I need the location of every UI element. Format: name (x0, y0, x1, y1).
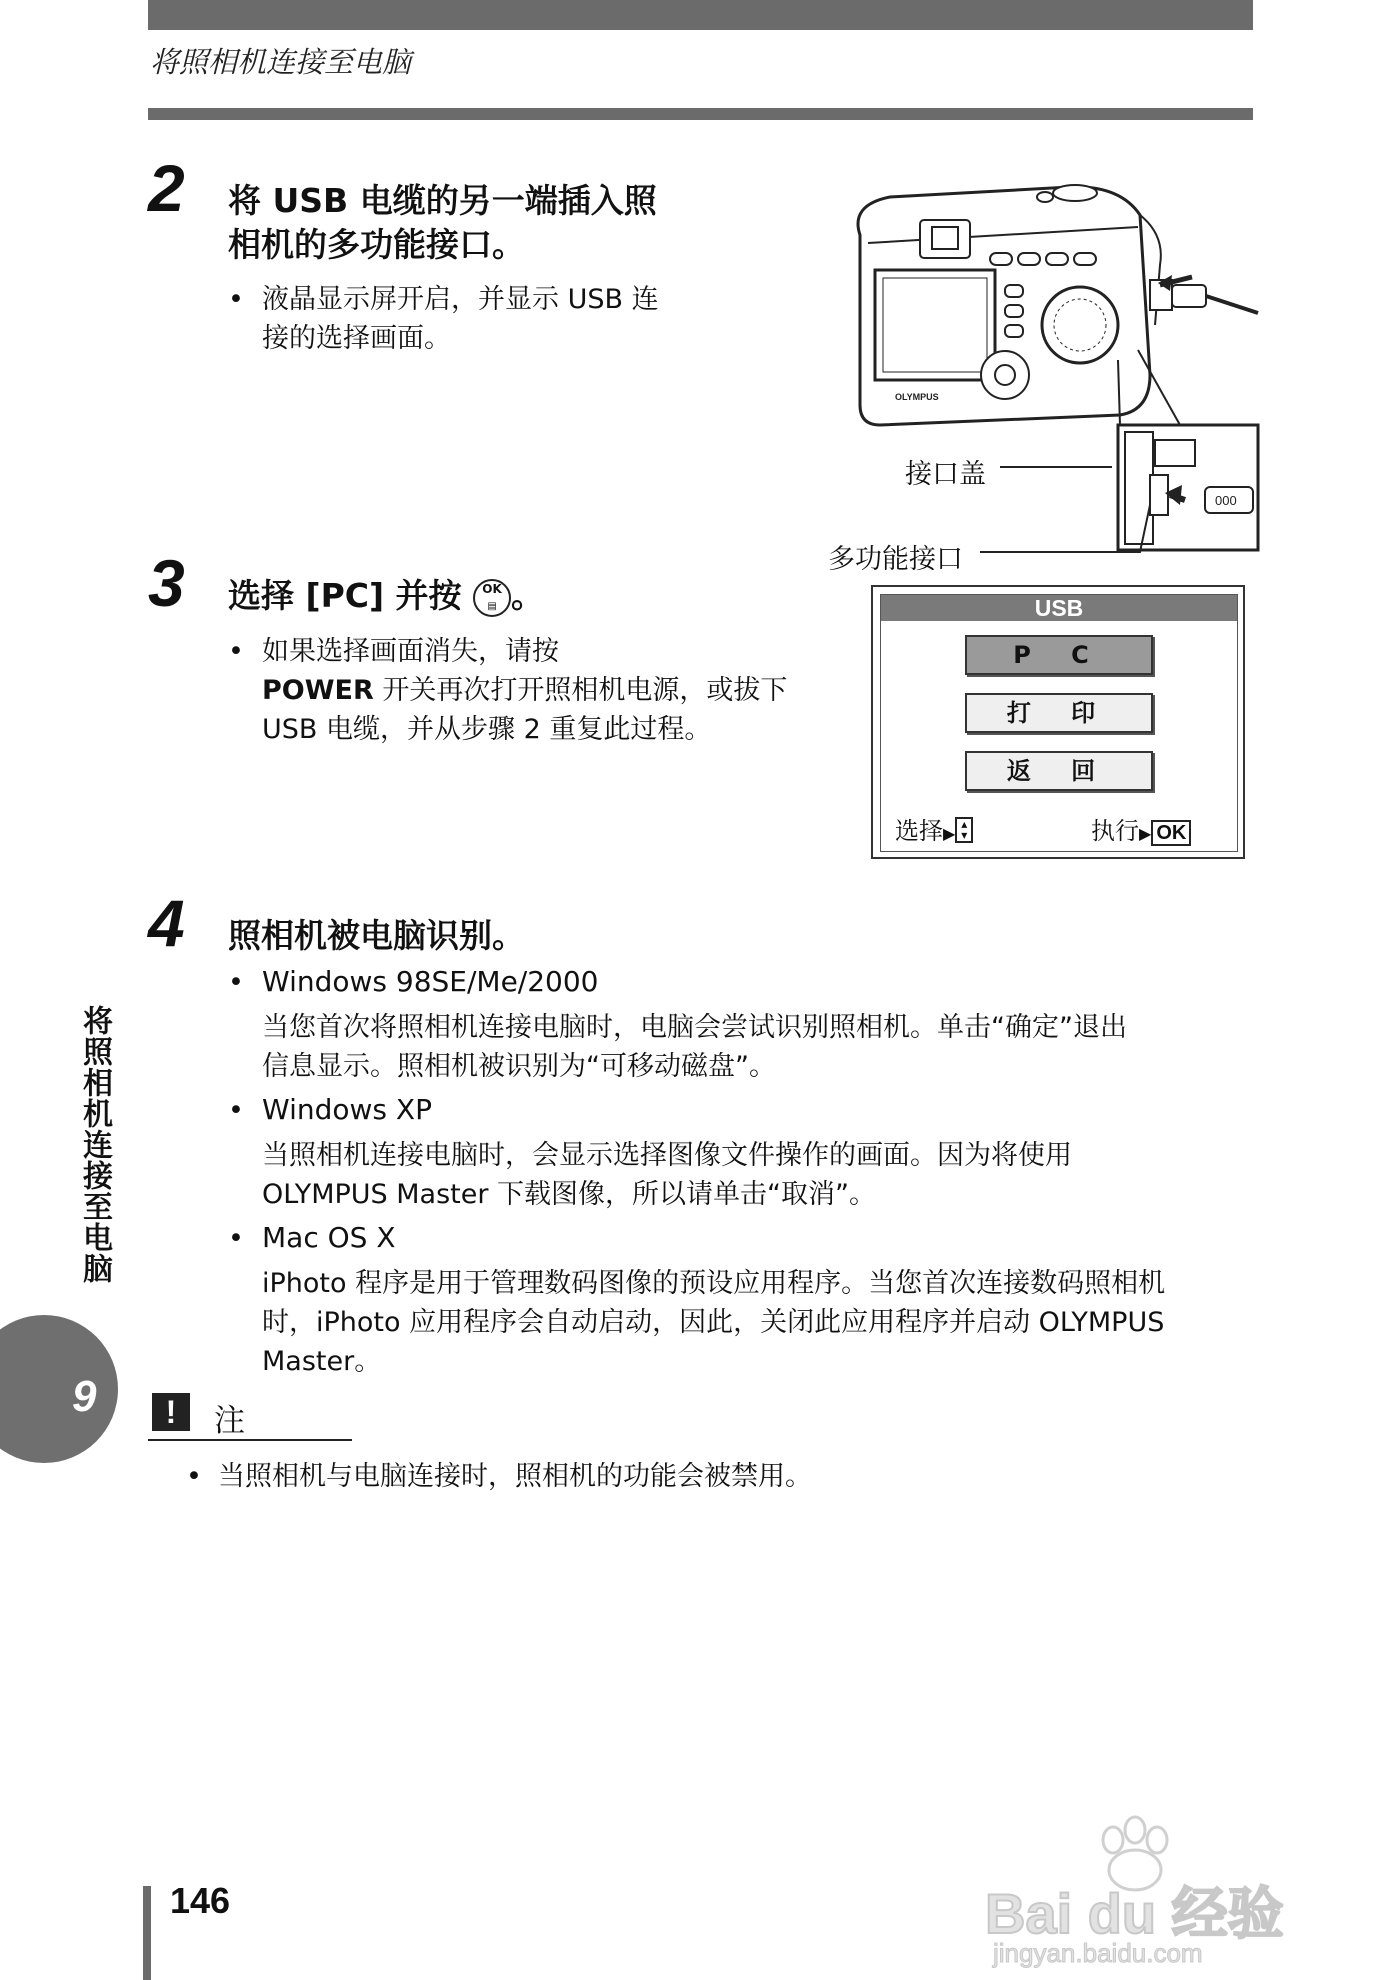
lcd-inner (880, 594, 1238, 852)
arrow-right-icon: ▶ (1139, 824, 1152, 843)
note-text: 当照相机与电脑连接时，照相机的功能会被禁用。 (218, 1461, 812, 1492)
step-2-title-line2: 相机的多功能接口。 (228, 225, 525, 264)
callout-multi-connector: 多功能接口 (828, 544, 963, 575)
bullet-dot: • (228, 967, 244, 998)
caution-icon: ! (152, 1393, 190, 1431)
arrow-right-icon: ▶ (943, 824, 956, 843)
camera-illustration (820, 175, 1260, 565)
header-top-bar (148, 0, 1253, 30)
os-windows-xp-line2: OLYMPUS Master 下载图像，所以请单击“取消”。 (262, 1179, 877, 1210)
menu-option-print[interactable]: 打 印 (965, 693, 1153, 733)
page-number-bar (143, 1886, 151, 1980)
step-2-number: 2 (148, 151, 185, 225)
watermark-text: Bai du 经验 (985, 1882, 1284, 1945)
usb-lcd-menu (871, 585, 1245, 859)
menu-option-pc[interactable]: P C (965, 635, 1153, 675)
bullet-dot: • (228, 636, 244, 667)
step-2-bullet-line1: 液晶显示屏开启，并显示 USB 连 (262, 284, 659, 315)
callout-port-cover: 接口盖 (905, 459, 986, 490)
step-2-bullet-line2: 接的选择画面。 (262, 323, 451, 354)
ok-icon-text: OK (482, 581, 502, 596)
os-mac: Mac OS X (262, 1221, 396, 1254)
step-2-title-line1: 将 USB 电缆的另一端插入照 (228, 181, 657, 220)
os-mac-line2: 时，iPhoto 应用程序会自动启动，因此，关闭此应用程序并启动 OLYMPUS (262, 1307, 1165, 1338)
step-3-bullet-line2-rest: 开关再次打开照相机电源，或拔下 (373, 675, 788, 706)
lcd-title: USB (881, 595, 1237, 621)
bullet-dot: • (228, 284, 244, 315)
camera-brand-label: OLYMPUS (895, 392, 939, 402)
note-divider (148, 1439, 352, 1441)
footer-select-label: 选择 (895, 817, 943, 845)
step-4-title: 照相机被电脑识别。 (228, 916, 525, 955)
ok-key-icon: OK (1151, 820, 1191, 846)
step-3-title-end: 。 (511, 576, 545, 615)
ok-button-icon: OK ▤ (473, 579, 511, 617)
os-windows-98: Windows 98SE/Me/2000 (262, 965, 599, 998)
svg-text:000: 000 (1215, 493, 1237, 508)
bullet-dot: • (228, 1095, 244, 1126)
step-3-title-text: 选择 [PC] 并按 (228, 576, 462, 615)
header-title: 将照相机连接至电脑 (150, 45, 412, 79)
menu-option-back[interactable]: 返 回 (965, 751, 1153, 791)
footer-exec-label: 执行 (1091, 817, 1139, 845)
os-mac-line3: Master。 (262, 1346, 382, 1377)
step-3-bullet-line1: 如果选择画面消失，请按 (262, 636, 559, 667)
sidebar-chapter-label: 将照相机连接至电脑 (77, 1005, 112, 1284)
lcd-footer-select (895, 811, 973, 846)
note-title: 注 (214, 1403, 245, 1439)
step-3-number: 3 (148, 546, 185, 620)
step-4-number: 4 (148, 886, 185, 960)
chapter-number: 9 (72, 1372, 97, 1421)
lcd-footer-exec (1091, 811, 1191, 846)
bullet-dot: • (186, 1461, 202, 1492)
watermark-url: jingyan.baidu.com (993, 1938, 1203, 1968)
step-3-title (228, 573, 544, 619)
page-number: 146 (170, 1880, 231, 1921)
bullet-dot: • (228, 1223, 244, 1254)
up-down-icon: ▴ ▾ (955, 817, 973, 843)
step-3-bullet-line3: USB 电缆，并从步骤 2 重复此过程。 (262, 714, 712, 745)
power-label: POWER (262, 675, 374, 706)
os-windows-xp: Windows XP (262, 1093, 432, 1126)
os-windows-98-line2: 信息显示。照相机被识别为“可移动磁盘”。 (262, 1051, 776, 1082)
os-windows-98-line1: 当您首次将照相机连接电脑时，电脑会尝试识别照相机。单击“确定”退出 (262, 1012, 1127, 1043)
baidu-watermark (985, 1800, 1315, 1975)
step-3-bullet-line2 (262, 671, 787, 710)
header-bottom-bar (148, 108, 1253, 120)
os-mac-line1: iPhoto 程序是用于管理数码图像的预设应用程序。当您首次连接数码照相机 (262, 1268, 1166, 1299)
os-windows-xp-line1: 当照相机连接电脑时，会显示选择图像文件操作的画面。因为将使用 (262, 1140, 1072, 1171)
